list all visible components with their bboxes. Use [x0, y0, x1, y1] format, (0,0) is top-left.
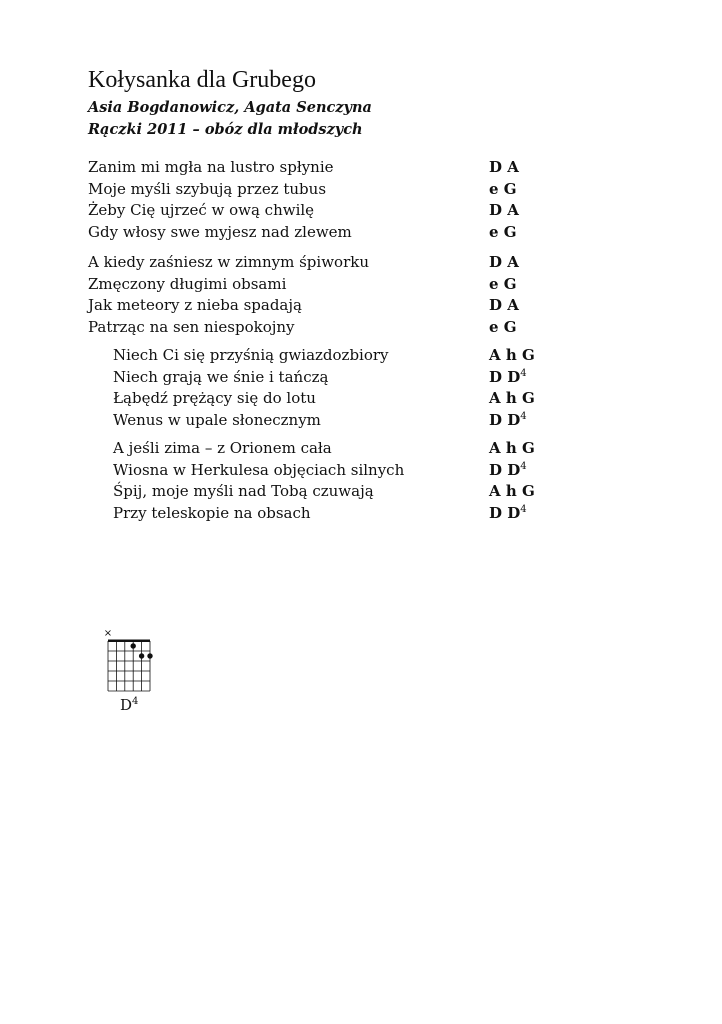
lyric-line	[88, 179, 630, 200]
chord-diagram-label	[120, 695, 138, 715]
lyric-line	[113, 410, 630, 431]
chord-diagram	[96, 624, 166, 696]
lyric-text: Zanim mi mgła na lustro spłynie	[88, 158, 334, 176]
lyric-text: Niech grają we śnie i tańczą	[113, 367, 329, 386]
song-title: Kołysanka dla Grubego	[88, 67, 316, 93]
chord-label	[489, 460, 527, 481]
chord-name: A h G	[489, 389, 535, 407]
lyric-line	[113, 367, 630, 388]
chord-superscript: 4	[520, 410, 527, 422]
lyric-line	[113, 388, 630, 409]
chord-superscript: 4	[520, 460, 527, 472]
lyric-line	[113, 460, 630, 481]
chord-label	[489, 503, 527, 524]
chord-diagram-sup: 4	[132, 696, 139, 707]
lyric-text: A kiedy zaśniesz w zimnym śpiworku	[88, 253, 370, 271]
lyric-text: Moje myśli szybują przez tubus	[88, 179, 327, 198]
chord-nut	[108, 640, 150, 643]
chord-name: e G	[489, 274, 517, 293]
chord-name: e G	[489, 222, 517, 241]
chord-name: D A	[489, 296, 519, 314]
lyric-line	[88, 295, 630, 316]
chord-name: A h G	[489, 439, 535, 457]
lyric-line	[113, 503, 630, 524]
lyric-line	[113, 438, 630, 459]
chord-superscript: 4	[520, 503, 527, 515]
lyric-text: Śpij, moje myśli nad Tobą czuwają	[113, 482, 374, 500]
lyric-text: Jak meteory z nieba spadają	[88, 296, 302, 314]
lyric-line	[113, 481, 630, 502]
chord-name: D A	[489, 158, 519, 176]
muted-string-marker: ×	[103, 628, 113, 639]
chord-label	[489, 222, 517, 243]
chord-label	[489, 388, 535, 409]
lyric-text: Zmęczony długimi obsami	[88, 274, 287, 293]
lyric-line	[88, 222, 630, 243]
chord-label	[489, 317, 517, 338]
chord-superscript: 4	[520, 367, 527, 379]
chord-label	[489, 200, 519, 221]
lyric-line	[88, 200, 630, 221]
lyric-text: Łąbędź prężący się do lotu	[113, 389, 316, 407]
chord-label	[489, 367, 527, 388]
lyric-line	[88, 274, 630, 295]
lyric-text: Patrząc na sen niespokojny	[88, 317, 295, 336]
chord-name: D D	[489, 367, 521, 386]
chord-label	[489, 179, 517, 200]
lyric-text: Przy teleskopie na obsach	[113, 503, 311, 522]
lyric-line	[88, 157, 630, 178]
chord-diagram-name: D	[120, 696, 133, 714]
song-event: Rączki 2011 – obóz dla młodszych	[88, 121, 363, 138]
finger-dot	[147, 653, 152, 658]
chord-label	[489, 438, 535, 459]
chord-label	[489, 481, 535, 502]
chord-name: e G	[489, 179, 517, 198]
song-authors: Asia Bogdanowicz, Agata Senczyna	[88, 99, 372, 116]
finger-dot	[131, 643, 136, 648]
chord-label	[489, 252, 519, 273]
lyric-line	[88, 317, 630, 338]
chord-label	[489, 410, 527, 431]
chord-name: A h G	[489, 482, 535, 500]
chord-name: D D	[489, 503, 521, 522]
chord-label	[489, 345, 535, 366]
lyric-text: Żeby Cię ujrzeć w ową chwilę	[88, 201, 315, 219]
lyric-text: Gdy włosy swe myjesz nad zlewem	[88, 222, 352, 241]
finger-dot	[139, 653, 144, 658]
lyric-line	[113, 345, 630, 366]
chord-name: D A	[489, 201, 519, 219]
lyric-text: Wenus w upale słonecznym	[113, 410, 321, 429]
chord-name: D D	[489, 410, 521, 429]
chord-name: A h G	[489, 346, 535, 364]
lyric-text: Wiosna w Herkulesa objęciach silnych	[113, 460, 405, 479]
chord-label	[489, 274, 517, 295]
lyric-line	[88, 252, 630, 273]
chord-label	[489, 295, 519, 316]
lyric-text: Niech Ci się przyśnią gwiazdozbiory	[113, 346, 389, 364]
lyric-text: A jeśli zima – z Orionem cała	[113, 439, 332, 457]
chord-name: e G	[489, 317, 517, 336]
chord-name: D D	[489, 460, 521, 479]
chord-name: D A	[489, 253, 519, 271]
chord-label	[489, 157, 519, 178]
